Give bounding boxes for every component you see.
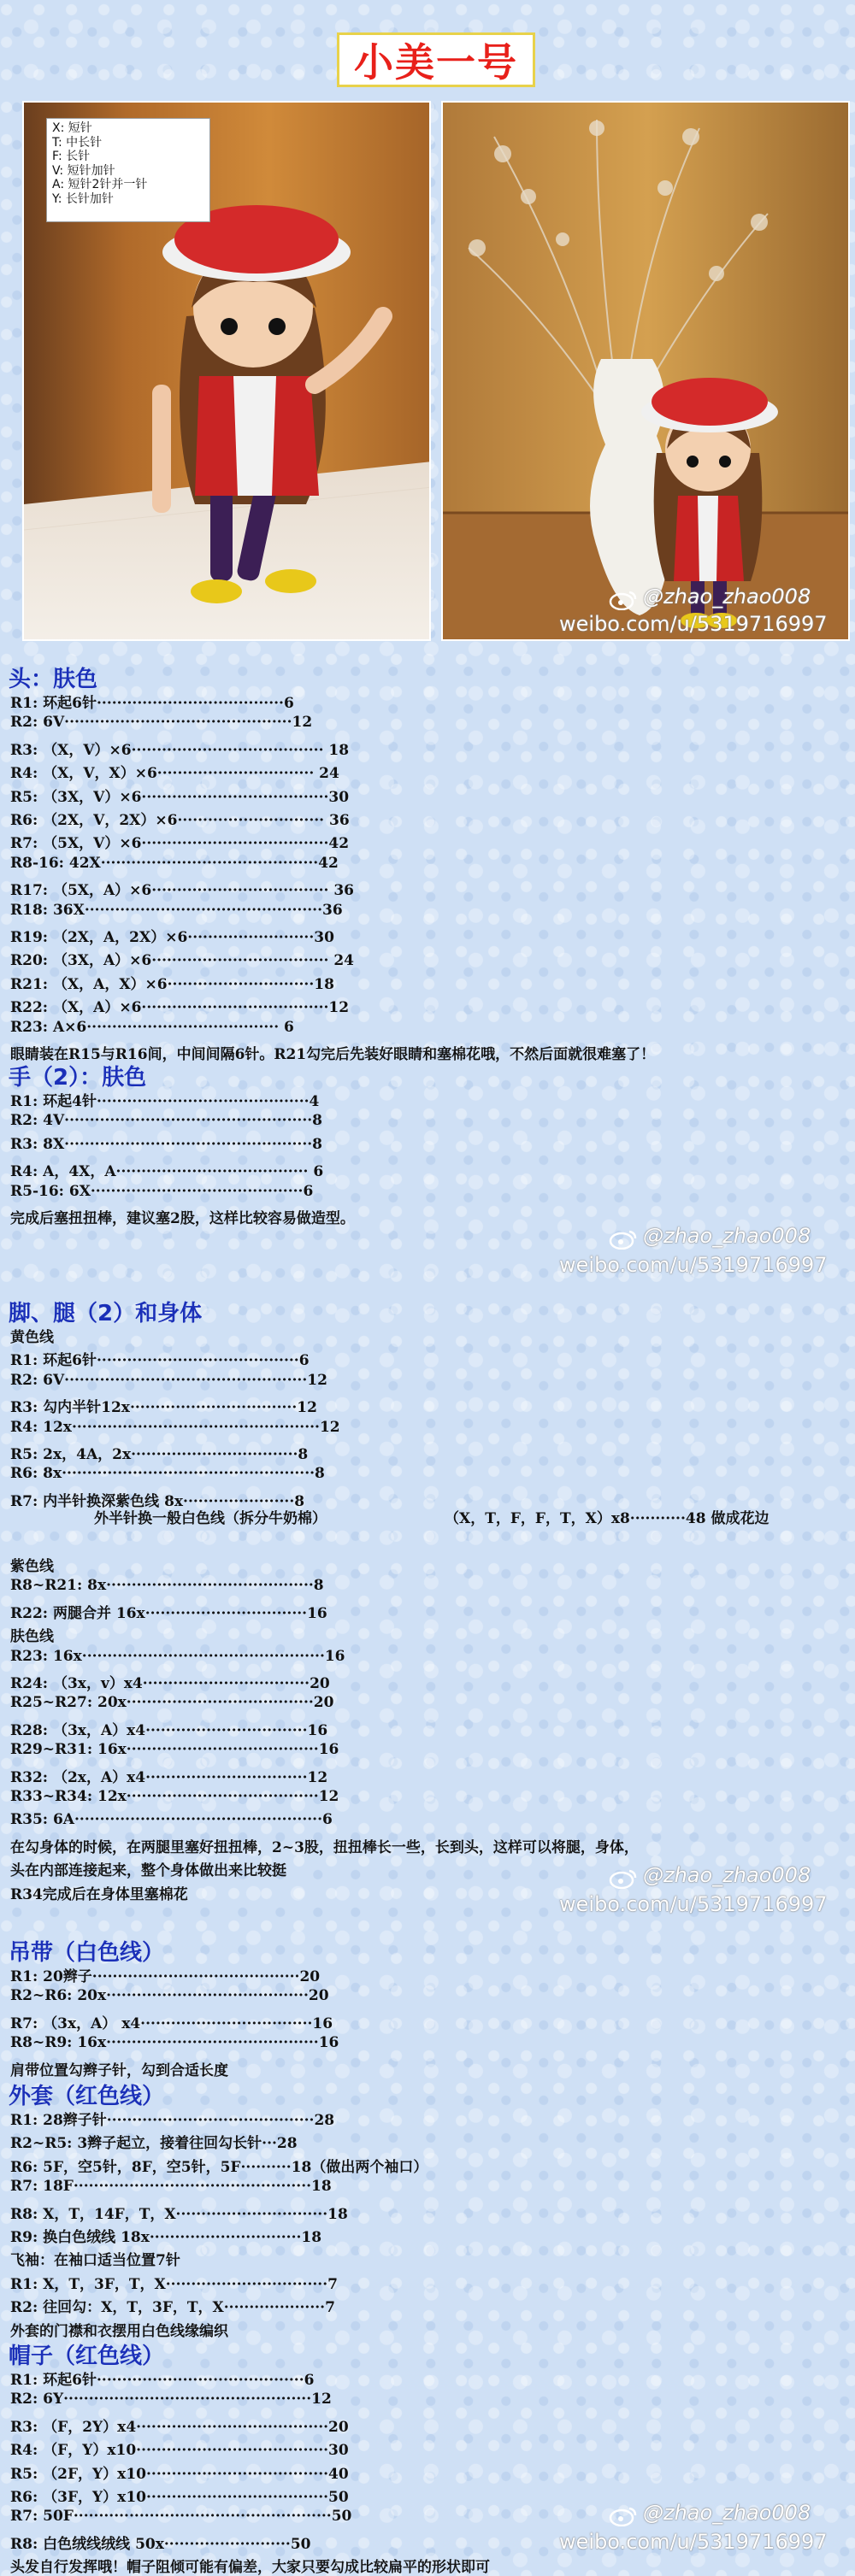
pattern-row: R5: （2F，Y）x10····································40 [10, 2465, 349, 2483]
pattern-row: 肩带位置勾辫子针，勾到合适长度 [10, 2061, 228, 2079]
page-title-box [337, 32, 535, 87]
weibo-logo-icon [609, 590, 638, 610]
pattern-row: R18: 36X···············································36 [10, 901, 343, 919]
pattern-row: R3: 8X·················································8 [10, 1135, 323, 1153]
pattern-row: R21: （X，A，X）×6·····························18 [10, 975, 334, 993]
pattern-row: R29~R31: 16x······································16 [10, 1741, 339, 1759]
pattern-row: R20: （3X，A）×6··································· 24 [10, 952, 354, 970]
doll-photo-left [22, 101, 431, 641]
legend-item: F: 长针 [52, 150, 91, 163]
pattern-row: 在勾身体的时候，在两腿里塞好扭扭棒，2~3股，扭扭棒长一些，长到头，这样可以将腿，身体， [10, 1838, 639, 1856]
pattern-row: R19: （2X，A，2X）×6·························30 [10, 929, 334, 946]
pattern-row: R23: 16x················································16 [10, 1647, 345, 1665]
pattern-row: 紫色线 [10, 1558, 54, 1575]
section-title-strap: 吊带（白色线） [9, 1940, 165, 1966]
pattern-row: R17: （5X，A）×6··································· 36 [10, 882, 354, 900]
pattern-row: R7: （5X，V）×6·····································42 [10, 835, 350, 853]
pattern-row: 眼睛装在R15与R16间，中间间隔6针。R21勾完后先装好眼睛和塞棉花哦，不然后面就很难塞了！ [10, 1046, 656, 1063]
pattern-row: R8-16: 42X···········································42 [10, 854, 339, 872]
weibo-logo-icon [609, 1868, 638, 1889]
weibo-logo-icon [609, 2506, 638, 2526]
legend-item: V: 短针加针 [52, 163, 115, 178]
pattern-row: R3: （X，V）×6······································ 18 [10, 741, 350, 759]
watermark-url: weibo.com/u/5319716997 [559, 612, 828, 636]
doll-photo-right [441, 101, 850, 641]
watermark-user: @zhao_zhao008 [643, 585, 811, 609]
pattern-row: R32: （2x，A）x4································12 [10, 1768, 328, 1786]
weibo-logo-icon [609, 1229, 638, 1250]
pattern-row: R7: 18F···············································18 [10, 2178, 332, 2196]
pattern-row: R2~R5: 3辫子起立，接着往回勾长针···28 [10, 2135, 298, 2153]
watermark-url: weibo.com/u/5319716997 [559, 1253, 828, 1277]
pattern-row: R8: X，T，14F，T，X······························18 [10, 2205, 348, 2223]
section-title-body: 脚、腿（2）和身体 [9, 1301, 203, 1326]
pattern-row: R6: 8x··················································8 [10, 1465, 325, 1483]
section-title-hat: 帽子（红色线） [9, 2344, 165, 2369]
pattern-row: R6: （3F，Y）x10····································50 [10, 2489, 349, 2506]
watermark-url: weibo.com/u/5319716997 [559, 2530, 828, 2554]
legend-item: A: 短针2针并一针 [52, 178, 148, 191]
pattern-row: R2~R6: 20x········································20 [10, 1987, 329, 2005]
pattern-row: R5: （3X，V）×6·····································30 [10, 788, 350, 806]
body-r7-pattern: （X，T，F，F，T，X）x8···········48 做成花边 [445, 1510, 770, 1527]
pattern-row: R1: X，T，3F，T，X································7 [10, 2275, 338, 2293]
pattern-row: R28: （3x，A）x4································16 [10, 1721, 328, 1739]
pattern-row: R22: 两腿合并 16x································16 [10, 1604, 327, 1622]
pattern-row: 完成后塞扭扭棒，建议塞2股，这样比较容易做造型。 [10, 1210, 355, 1227]
pattern-row: R1: 环起6针·····································6 [10, 695, 294, 712]
pattern-row: R4: A，4X，A······································ 6 [10, 1163, 324, 1181]
page-title: 小美一号 [354, 39, 518, 85]
pattern-row: 黄色线 [10, 1329, 54, 1346]
watermark: @zhao_zhao008 [609, 2501, 811, 2526]
pattern-row: R2: 4V·················································8 [10, 1112, 323, 1130]
section-title-coat: 外套（红色线） [9, 2084, 165, 2109]
pattern-row: R7: （3x，A） x4··································16 [10, 2014, 333, 2032]
pattern-row: R3: （F，2Y）x4······································20 [10, 2418, 349, 2436]
pattern-row: 头发自行发挥哦！帽子阻倾可能有偏差，大家只要勾成比较扁平的形状即可 [10, 2559, 490, 2576]
legend-item: T: 中长针 [52, 135, 103, 150]
pattern-row: R23: A×6······································ 6 [10, 1018, 294, 1036]
pattern-row: R2: 6V················································12 [10, 1371, 327, 1389]
pattern-row: 头在内部连接起来，整个身体做出来比较挺 [10, 1862, 286, 1880]
stitch-legend [46, 118, 210, 222]
watermark: @zhao_zhao008 [609, 1863, 811, 1889]
legend-item: Y: 长针加针 [52, 191, 114, 206]
pattern-row: R4: （X，V，X）×6······························· 24 [10, 765, 339, 783]
pattern-row: R8~R9: 16x··········································16 [10, 2034, 339, 2052]
pattern-row: R24: （3x，v）x4·································20 [10, 1675, 330, 1692]
watermark [609, 585, 811, 610]
pattern-row: R1: 环起4针··········································4 [10, 1093, 320, 1110]
section-title-head: 头：肤色 [9, 667, 98, 692]
pattern-row: R22: （X，A）×6·····································12 [10, 999, 350, 1017]
pattern-row: R1: 环起6针········································6 [10, 1352, 310, 1370]
pattern-row: R6: 5F，空5针，8F，空5针，5F··········18（做出两个袖口） [10, 2158, 428, 2176]
pattern-row: R2: 6V·············································12 [10, 714, 313, 732]
body-r7-extra: 外半针换一般白色线（拆分牛奶棉） [94, 1510, 327, 1527]
pattern-row: R4: （F，Y）x10······································30 [10, 2442, 349, 2460]
pattern-row: R5-16: 6X··········································6 [10, 1182, 314, 1200]
pattern-row: 外套的门襟和衣摆用白色线缘编织 [10, 2322, 228, 2340]
pattern-row: R35: 6A·················································6 [10, 1811, 333, 1829]
pattern-row: R9: 换白色绒线 18x······························18 [10, 2229, 322, 2246]
pattern-row: 肤色线 [10, 1628, 54, 1646]
section-title-hand: 手（2）：肤色 [9, 1065, 147, 1091]
pattern-row: R7: 内半针换深紫色线 8x······················8 [10, 1492, 305, 1510]
pattern-row: R6: （2X，V，2X）×6····························· 36 [10, 812, 350, 829]
pattern-row: R2: 往回勾：X，T，3F，T，X····················7 [10, 2299, 335, 2317]
watermark: @zhao_zhao008 [609, 1224, 811, 1250]
pattern-row: R34完成后在身体里塞棉花 [10, 1885, 188, 1903]
pattern-row: R25~R27: 20x·····································20 [10, 1694, 334, 1712]
watermark-url: weibo.com/u/5319716997 [559, 1892, 828, 1916]
pattern-row: R1: 20辫子·········································20 [10, 1968, 321, 1985]
pattern-row: R3: 勾内半针12x·································12 [10, 1399, 317, 1417]
legend-item: X: 短针 [52, 121, 92, 135]
pattern-row: R8~R21: 8x·········································8 [10, 1577, 324, 1595]
pattern-row: R5: 2x，4A，2x·································8 [10, 1446, 309, 1463]
pattern-row: R4: 12x·················································12 [10, 1418, 340, 1436]
pattern-row: R8: 白色绒线绒线 50x·························50 [10, 2535, 311, 2553]
pattern-row: R7: 50F···················································50 [10, 2508, 352, 2526]
pattern-row: R33~R34: 12x······································12 [10, 1788, 339, 1805]
pattern-row: 飞袖：在袖口适当位置7针 [10, 2252, 180, 2270]
pattern-row: R2: 6Y·················································12 [10, 2391, 332, 2408]
pattern-row: R1: 环起6针·········································6 [10, 2372, 315, 2389]
pattern-row: R1: 28辫子针·········································28 [10, 2112, 335, 2129]
